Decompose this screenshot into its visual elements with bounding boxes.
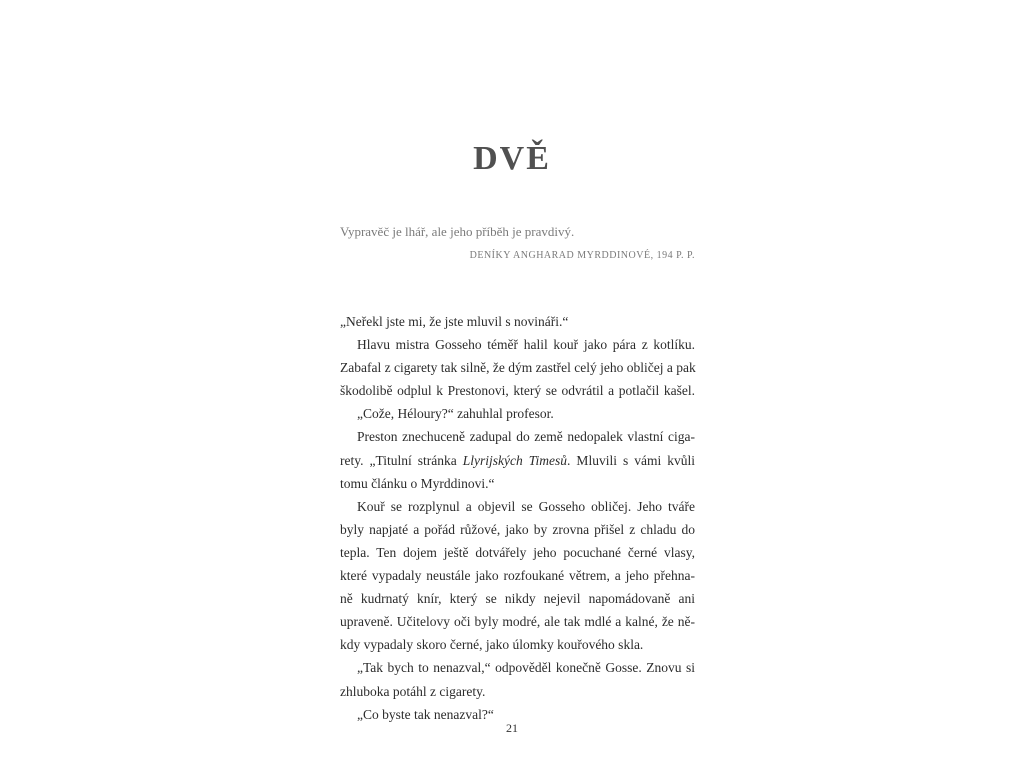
text-line: Hlavu mistra Gosseho téměř halil kouř jako pára z kotlíku. (357, 337, 695, 353)
newspaper-title-italic: Llyrijských Timesů (462, 452, 568, 468)
text-line: zhluboka potáhl z cigarety. (340, 683, 486, 699)
chapter-title: DVĚ (473, 140, 551, 177)
text-line: upraveně. Učitelovy oči byly modré, ale tak mdlé a kalné, že ně- (340, 614, 695, 630)
epigraph (340, 224, 695, 262)
text-line: které vypadaly neustále jako rozfoukané větrem, a jeho přehna- (340, 568, 695, 584)
text-line: „Neřekl jste mi, že jste mluvil s novináři.“ (340, 314, 569, 329)
text-line: tomu článku o Myrddinovi.“ (340, 475, 495, 491)
text-line: Kouř se rozplynul a objevil se Gosseho obličej. Jeho tváře (357, 498, 695, 514)
text-line: kdy vypadaly skoro černé, jako úlomky kouřového skla. (340, 637, 644, 653)
epigraph-quote: Vypravěč je lhář, ale jeho příběh je pravdivý. (340, 224, 575, 239)
text-line: ně kudrnatý knír, který se nikdy nejevil napomádovaně ani (340, 591, 695, 607)
text-line: tepla. Ten dojem ještě dotvářely jeho pocuchané černé vlasy, (340, 544, 695, 560)
text-line-with-italic (340, 449, 695, 472)
epigraph-source: DENÍKY ANGHARAD MYRDDINOVÉ, 194 P. P. (469, 250, 695, 261)
page-number: 21 (506, 721, 518, 735)
text-line: „Co byste tak nenazval?“ (357, 706, 494, 722)
body-text (340, 310, 695, 726)
text-line: „Tak bych to nenazval,“ odpověděl konečně Gosse. Znovu si (357, 660, 695, 676)
text-segment: rety. „Titulní stránka (340, 452, 463, 468)
text-line: „Cože, Héloury?“ zahuhlal profesor. (357, 406, 554, 422)
text-line: Preston znechuceně zadupal do země nedopalek vlastní ciga- (357, 429, 695, 445)
text-line: byly napjaté a pořád růžové, jako by zrovna přišel z chladu do (340, 521, 695, 537)
text-line: Zabafal z cigarety tak silně, že dým zastřel celý jeho obličej a pak (340, 360, 696, 376)
text-segment: . Mluvili s vámi kvůli (567, 452, 695, 468)
text-line: škodolibě odplul k Prestonovi, který se odvrátil a potlačil kašel. (340, 383, 695, 399)
